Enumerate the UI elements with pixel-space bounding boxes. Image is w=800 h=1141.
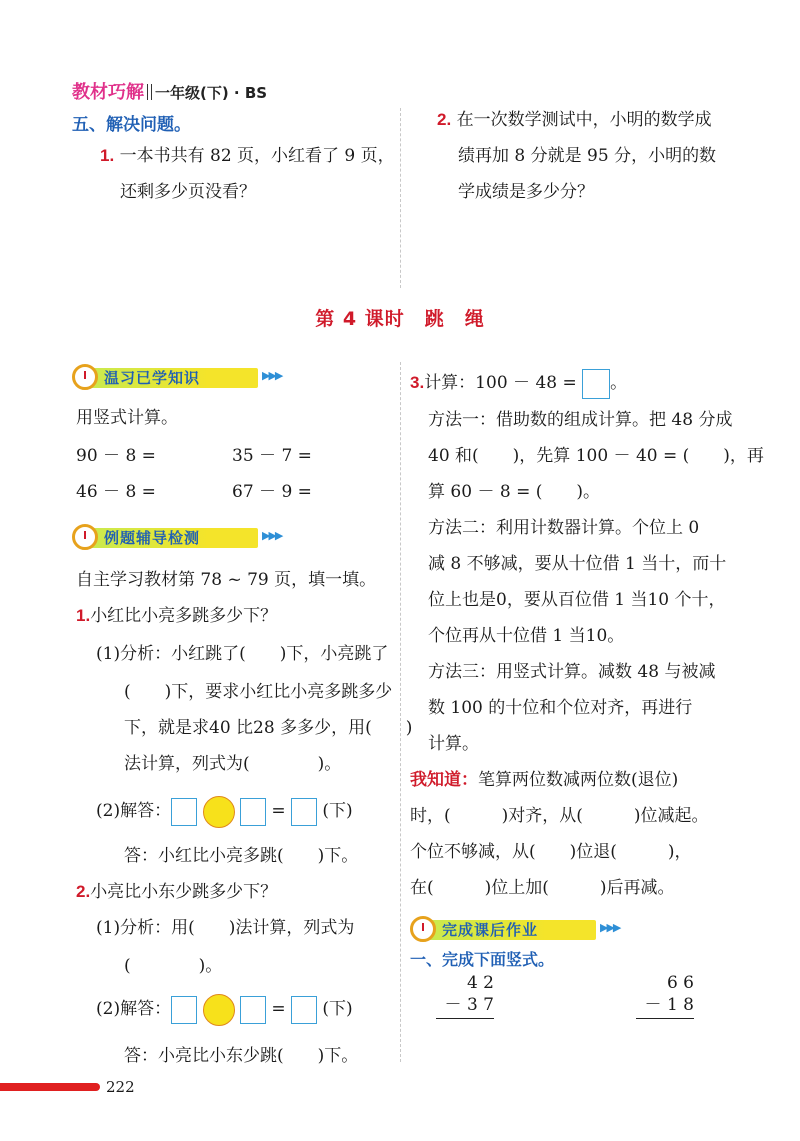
minuend: 4 2 xyxy=(466,973,494,993)
vertical-subtraction-1 xyxy=(436,972,496,1019)
analysis-line: (1)分析：小红跳了( )下，小亮跳了 xyxy=(96,644,389,664)
operator-circle[interactable] xyxy=(203,796,235,828)
solve-label: (2)解答： xyxy=(96,801,172,821)
know-line: 时，( )对齐，从( )位减起。 xyxy=(410,806,709,826)
analysis-line: (1)分析：用( )法计算，列式为 xyxy=(96,918,355,938)
footer-red-bar xyxy=(0,1083,100,1091)
method-line: 算 60 － 8 = ( )。 xyxy=(428,482,600,502)
answer-box[interactable] xyxy=(240,798,266,826)
question-number: 3. xyxy=(410,373,425,392)
question-number: 1. xyxy=(76,606,91,625)
result-line xyxy=(636,1018,694,1019)
problem-text: 一本书共有 82 页，小红看了 9 页， xyxy=(119,146,395,166)
banner-label: 温习已学知识 xyxy=(104,369,201,387)
review-item: 90 － 8 = xyxy=(76,446,156,466)
method-line: 位上也是0，要从百位借 1 当10 个十， xyxy=(428,590,726,610)
subtrahend: － 3 7 xyxy=(444,995,494,1015)
lesson-title: 第 4 课时 跳 绳 xyxy=(315,308,485,330)
review-item: 46 － 8 = xyxy=(76,482,156,502)
question-text: 计算：100 － 48 = xyxy=(424,373,577,393)
problem-2-line2: 绩再加 8 分就是 95 分，小明的数 xyxy=(458,146,717,166)
method-line: 方法二：利用计数器计算。个位上 0 xyxy=(428,518,700,538)
subtrahend: － 1 8 xyxy=(644,995,694,1015)
problem-1 xyxy=(100,146,395,166)
homework-section-title: 一、完成下面竖式。 xyxy=(410,950,555,969)
analysis-line: ( )下，要求小红比小亮多跳多少 xyxy=(124,682,393,702)
problem-1-line2: 还剩多少页没看？ xyxy=(120,182,256,202)
equals-sign: = xyxy=(271,801,286,821)
brand-title: 教材巧解 xyxy=(72,82,144,103)
answer-box[interactable] xyxy=(582,369,610,399)
review-item: 67 － 9 = xyxy=(232,482,312,502)
arrows-icon: ▶▶▶ xyxy=(600,921,620,934)
alarm-clock-icon xyxy=(72,524,98,550)
problem-number: 1. xyxy=(100,146,115,165)
question-text: 小红比小亮多跳多少下？ xyxy=(90,606,278,626)
example-intro: 自主学习教材第 78 ~ 79 页，填一填。 xyxy=(76,570,377,590)
unit-label: (下) xyxy=(322,999,353,1019)
question-text: 小亮比小东少跳多少下？ xyxy=(90,882,278,902)
answer-box[interactable] xyxy=(240,996,266,1024)
arrows-icon: ▶▶▶ xyxy=(262,529,282,542)
method-line: 方法三：用竖式计算。减数 48 与被减 xyxy=(428,662,716,682)
header-separator xyxy=(147,84,152,100)
question-3 xyxy=(410,368,627,399)
method-line: 计算。 xyxy=(428,734,479,754)
banner-label: 完成课后作业 xyxy=(442,921,539,939)
review-intro: 用竖式计算。 xyxy=(76,408,178,428)
review-banner xyxy=(72,365,292,391)
minuend: 6 6 xyxy=(666,973,694,993)
page-number: 222 xyxy=(106,1078,135,1096)
problem-2-line3: 学成绩是多少分？ xyxy=(458,182,594,202)
page-header xyxy=(72,78,267,104)
banner-label: 例题辅导检测 xyxy=(104,529,201,547)
operator-circle[interactable] xyxy=(203,994,235,1026)
period: 。 xyxy=(610,373,628,393)
method-line: 减 8 不够减，要从十位借 1 当十，而十 xyxy=(428,554,727,574)
solve-label: (2)解答： xyxy=(96,999,172,1019)
section-five-title: 五、解决问题。 xyxy=(72,115,191,135)
solve-row-1 xyxy=(96,794,353,828)
problem-number: 2. xyxy=(437,110,452,129)
method-line: 数 100 的十位和个位对齐，再进行 xyxy=(428,698,693,718)
answer-box[interactable] xyxy=(291,996,317,1024)
know-text: 笔算两位数减两位数(退位) xyxy=(478,770,679,790)
method-line: 40 和( )，先算 100 － 40 = ( )，再 xyxy=(428,446,764,466)
example-question-1 xyxy=(76,606,277,626)
know-label: 我知道： xyxy=(410,770,478,790)
know-line: 在( )位上加( )后再减。 xyxy=(410,878,675,898)
know-line xyxy=(410,770,678,790)
column-divider-top xyxy=(400,108,401,288)
problem-2 xyxy=(437,110,712,130)
know-line: 个位不够减，从( )位退( )， xyxy=(410,842,692,862)
answer-box[interactable] xyxy=(291,798,317,826)
analysis-line: ( )。 xyxy=(124,956,223,976)
homework-banner xyxy=(410,917,630,943)
vertical-subtraction-2 xyxy=(636,972,696,1019)
solve-row-2 xyxy=(96,992,353,1026)
alarm-clock-icon xyxy=(72,364,98,390)
problem-text: 在一次数学测试中，小明的数学成 xyxy=(456,110,712,130)
example-question-2 xyxy=(76,882,277,902)
answer-box[interactable] xyxy=(171,798,197,826)
question-number: 2. xyxy=(76,882,91,901)
grade-label: 一年级(下) · BS xyxy=(155,84,268,102)
answer-line: 答：小红比小亮多跳( )下。 xyxy=(124,846,359,866)
analysis-line: 下，就是求40 比28 多多少，用( ) xyxy=(124,718,413,738)
column-divider-main xyxy=(400,362,401,1062)
method-line: 个位再从十位借 1 当10。 xyxy=(428,626,625,646)
example-banner xyxy=(72,525,292,551)
arrows-icon: ▶▶▶ xyxy=(262,369,282,382)
equals-sign: = xyxy=(271,999,286,1019)
answer-line: 答：小亮比小东少跳( )下。 xyxy=(124,1046,359,1066)
alarm-clock-icon xyxy=(410,916,436,942)
answer-box[interactable] xyxy=(171,996,197,1024)
result-line xyxy=(436,1018,494,1019)
method-line: 方法一：借助数的组成计算。把 48 分成 xyxy=(428,410,733,430)
analysis-line: 法计算，列式为( )。 xyxy=(124,754,342,774)
review-item: 35 － 7 = xyxy=(232,446,312,466)
unit-label: (下) xyxy=(322,801,353,821)
